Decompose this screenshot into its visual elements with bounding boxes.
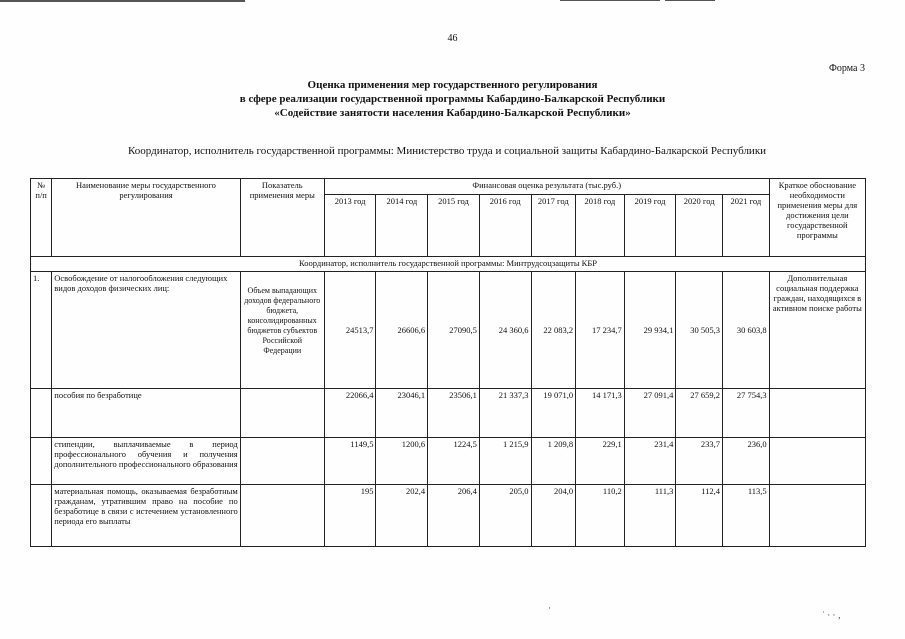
- row-value: 1 215,9: [479, 438, 531, 485]
- row-rationale: Дополнительная социальная поддержка граждан, находящихся в активном поиске работы: [769, 272, 865, 389]
- row-rationale: [769, 438, 865, 485]
- title-line-1: Оценка применения мер государственного регулирования: [307, 79, 598, 91]
- year-header: 2021 год: [722, 195, 769, 257]
- scan-edge-line: [560, 0, 660, 1]
- table-row: [31, 389, 866, 438]
- row-value: 27 091,4: [624, 389, 676, 438]
- header-rationale: Краткое обоснование необходимости применения меры для достижения цели государственной программы: [769, 179, 865, 257]
- year-header: 2013 год: [324, 195, 376, 257]
- row-value: 1 209,8: [531, 438, 576, 485]
- row-value: 1149,5: [324, 438, 376, 485]
- form-label: Форма 3: [829, 63, 865, 74]
- section-row: [31, 257, 866, 272]
- table-row: [31, 485, 866, 547]
- row-num: [31, 389, 52, 438]
- row-value: 21 337,3: [479, 389, 531, 438]
- row-value: 204,0: [531, 485, 576, 547]
- row-value: 26606,6: [376, 272, 428, 389]
- row-value: 111,3: [624, 485, 676, 547]
- section-coordinator: Координатор, исполнитель государственной программы: Минтрудсоцзащиты КБР: [31, 257, 866, 272]
- row-value: 1224,5: [428, 438, 480, 485]
- row-value: 27 659,2: [676, 389, 723, 438]
- header-row: [31, 179, 866, 195]
- table-row: [31, 438, 866, 485]
- row-value: 14 171,3: [576, 389, 625, 438]
- row-num: [31, 485, 52, 547]
- year-header: 2020 год: [676, 195, 723, 257]
- row-value: 19 071,0: [531, 389, 576, 438]
- table-row: [31, 272, 866, 389]
- document-title: [0, 78, 905, 120]
- year-header: 2016 год: [479, 195, 531, 257]
- year-header: 2014 год: [376, 195, 428, 257]
- row-num: [31, 438, 52, 485]
- header-num: № п/п: [31, 179, 52, 257]
- row-value: 27090,5: [428, 272, 480, 389]
- year-header: 2017 год: [531, 195, 576, 257]
- row-value: 202,4: [376, 485, 428, 547]
- title-line-2: в сфере реализации государственной программы Кабардино-Балкарской Республики: [239, 93, 666, 105]
- row-indicator: [240, 438, 324, 485]
- row-value: 205,0: [479, 485, 531, 547]
- row-value: 29 934,1: [624, 272, 676, 389]
- scan-speck: ·: [548, 603, 551, 613]
- row-name: пособия по безработице: [52, 389, 240, 438]
- year-header: 2018 год: [576, 195, 625, 257]
- row-value: 112,4: [676, 485, 723, 547]
- year-header: 2019 год: [624, 195, 676, 257]
- row-value: 22066,4: [324, 389, 376, 438]
- row-name: материальная помощь, оказываемая безработным гражданам, утратившим право на пособие по безработице в связи с истечением установленного периода его выплаты: [52, 485, 240, 547]
- row-value: 24 360,6: [479, 272, 531, 389]
- header-indicator: Показатель применения меры: [240, 179, 324, 257]
- row-indicator: [240, 389, 324, 438]
- row-value: 231,4: [624, 438, 676, 485]
- row-value: 23506,1: [428, 389, 480, 438]
- row-value: 233,7: [676, 438, 723, 485]
- row-name: Освобождение от налогообложения следующих видов доходов физических лиц:: [52, 272, 240, 389]
- row-name: стипендии, выплачиваемые в период профессионального обучения и получения дополнительного профессионального образования: [52, 438, 240, 485]
- coordinator-line: Координатор, исполнитель государственной программы: Министерство труда и социальной защиты Кабардино-Балкарской Республики: [128, 145, 767, 157]
- row-value: 23046,1: [376, 389, 428, 438]
- row-value: 17 234,7: [576, 272, 625, 389]
- row-value: 24513,7: [324, 272, 376, 389]
- row-indicator: [240, 485, 324, 547]
- header-name: Наименование меры государственного регулирования: [52, 179, 240, 257]
- scan-edge-line: [665, 0, 715, 1]
- year-header: 2015 год: [428, 195, 480, 257]
- page-number: 46: [447, 33, 458, 44]
- row-value: 27 754,3: [722, 389, 769, 438]
- scan-edge-line: [0, 0, 245, 2]
- row-value: 206,4: [428, 485, 480, 547]
- row-num: 1.: [31, 272, 52, 389]
- row-value: 195: [324, 485, 376, 547]
- row-rationale: [769, 485, 865, 547]
- row-value: 229,1: [576, 438, 625, 485]
- row-indicator: Объем выпадающих доходов федерального бюджета, консолидированных бюджетов субъектов Российской Федерации: [240, 272, 324, 389]
- scan-speck: ˙ · · ‚: [822, 610, 841, 620]
- row-value: 236,0: [722, 438, 769, 485]
- row-value: 22 083,2: [531, 272, 576, 389]
- row-value: 110,2: [576, 485, 625, 547]
- row-rationale: [769, 389, 865, 438]
- title-line-3: «Содействие занятости населения Кабардино-Балкарской Республики»: [274, 107, 631, 119]
- row-value: 30 603,8: [722, 272, 769, 389]
- row-value: 30 505,3: [676, 272, 723, 389]
- measures-table: [30, 178, 866, 547]
- row-value: 1200,6: [376, 438, 428, 485]
- row-value: 113,5: [722, 485, 769, 547]
- header-finance: Финансовая оценка результата (тыс.руб.): [324, 179, 769, 195]
